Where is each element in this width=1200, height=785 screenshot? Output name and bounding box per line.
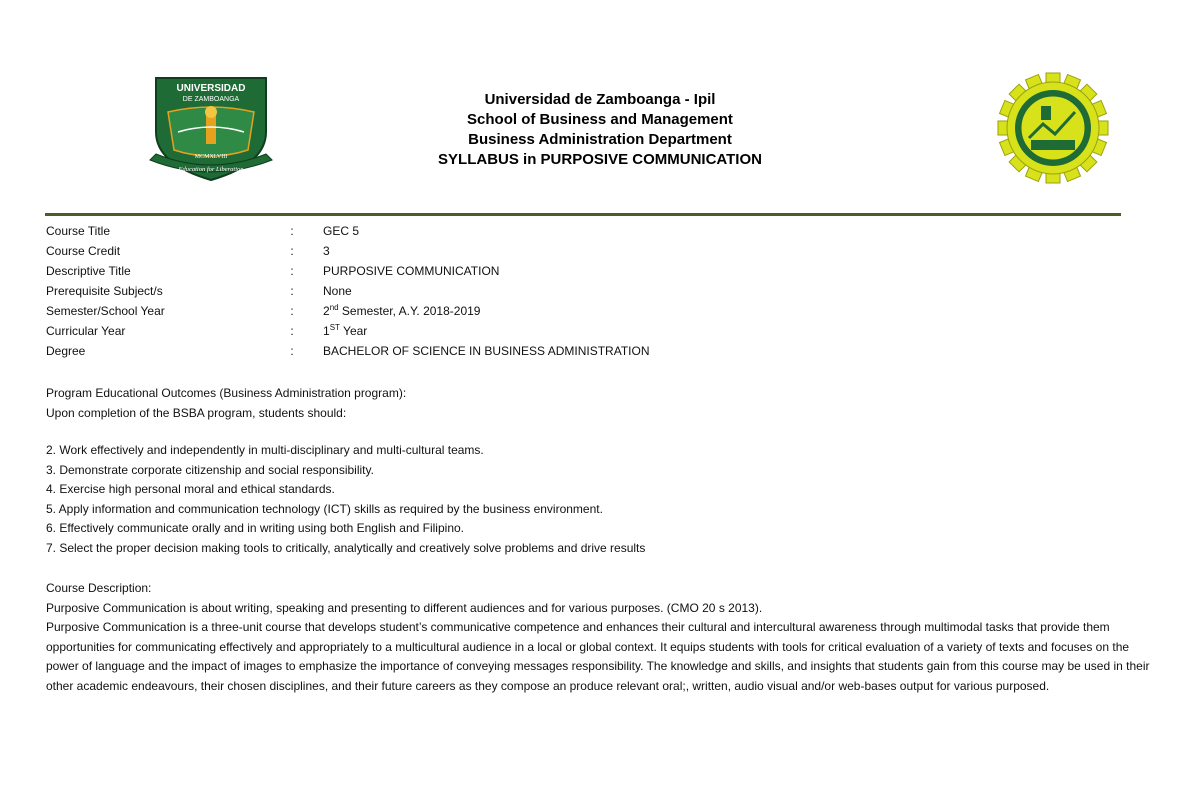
info-value: PURPOSIVE COMMUNICATION [323, 264, 500, 278]
list-item: 2. Work effectively and independently in multi-disciplinary and multi-cultural teams. [46, 443, 484, 457]
course-info-row [46, 342, 1146, 362]
department-name: Business Administration Department [468, 131, 732, 148]
logo-text-top: UNIVERSIDAD [176, 83, 246, 94]
logo-text-sub: DE ZAMBOANGA [182, 96, 240, 103]
info-colon: : [290, 324, 294, 338]
info-value: BACHELOR OF SCIENCE IN BUSINESS ADMINISTRATION [323, 344, 650, 358]
info-label: Degree [46, 344, 86, 358]
course-info-row [46, 282, 1146, 302]
info-colon: : [290, 244, 294, 258]
info-value: GEC 5 [323, 224, 360, 238]
info-value: None [323, 284, 352, 298]
course-description-section [46, 579, 1156, 697]
course-info-row [46, 302, 1146, 322]
universidad-de-zamboanga-logo [148, 72, 274, 184]
peo-intro: Upon completion of the BSBA program, students should: [46, 405, 347, 420]
info-label: Curricular Year [46, 324, 126, 338]
info-value: 1ST Year [323, 323, 368, 338]
course-description-para1: Purposive Communication is about writing, speaking and presenting to different audiences and for various purposes. (CMO 20 s 2013). [46, 600, 763, 615]
list-item: 5. Apply information and communication technology (ICT) skills as required by the business environment. [46, 501, 603, 516]
header-divider [45, 213, 1121, 216]
course-info-table [46, 222, 1146, 362]
info-value: 3 [323, 244, 330, 258]
list-item: 7. Select the proper decision making tools to critically, analytically and creatively solve problems and drive results [46, 540, 646, 555]
info-label: Course Title [46, 224, 111, 238]
info-label: Course Credit [46, 244, 121, 258]
info-colon: : [290, 264, 294, 278]
syllabus-title: SYLLABUS in PURPOSIVE COMMUNICATION [438, 151, 762, 168]
university-name: Universidad de Zamboanga - Ipil [484, 91, 716, 108]
course-description-heading: Course Description: [46, 581, 152, 595]
info-label: Semester/School Year [46, 304, 165, 318]
course-info-row [46, 322, 1146, 342]
list-item: 3. Demonstrate corporate citizenship and social responsibility. [46, 462, 374, 477]
course-info-row [46, 262, 1146, 282]
list-item: 4. Exercise high personal moral and ethical standards. [46, 482, 335, 497]
course-info-row [46, 222, 1146, 242]
info-label: Prerequisite Subject/s [46, 284, 163, 298]
outcomes-list [46, 441, 645, 559]
info-value: 2nd Semester, A.Y. 2018-2019 [323, 303, 481, 318]
list-item: 6. Effectively communicate orally and in writing using both English and Filipino. [46, 521, 464, 536]
school-of-business-logo [990, 72, 1116, 184]
info-colon: : [290, 344, 294, 358]
course-description-para2: Purposive Communication is a three-unit course that develops student’s communicative competence and enhances their cultural and intercultural awareness through multimodal tasks that provide them opportunities for communicating effectively and appropriately to a multicultural audience in a local or global context. It equips students with tools for critical evaluation of a variety of texts and focuses on the power of language and the impact of images to emphasize the importance of conveying messages responsibility. The knowledge and skills, and insights that students gain from this course may be used in their other academic endeavours, their chosen disciplines, and their future careers as they compose an produce relevant oral;, written, audio visual and/or web-bases output for various purposed. [46, 620, 1150, 693]
peo-heading: Program Educational Outcomes (Business Administration program): [46, 386, 407, 400]
logo-motto: Education for Liberation [178, 166, 244, 173]
course-info-row [46, 242, 1146, 262]
info-colon: : [290, 284, 294, 298]
logo-year: MCMXLVIII [194, 154, 228, 160]
school-name: School of Business and Management [467, 111, 733, 128]
info-colon: : [290, 304, 294, 318]
program-outcomes-section [46, 384, 406, 423]
info-label: Descriptive Title [46, 264, 131, 278]
info-colon: : [290, 224, 294, 238]
document-header [330, 90, 870, 170]
